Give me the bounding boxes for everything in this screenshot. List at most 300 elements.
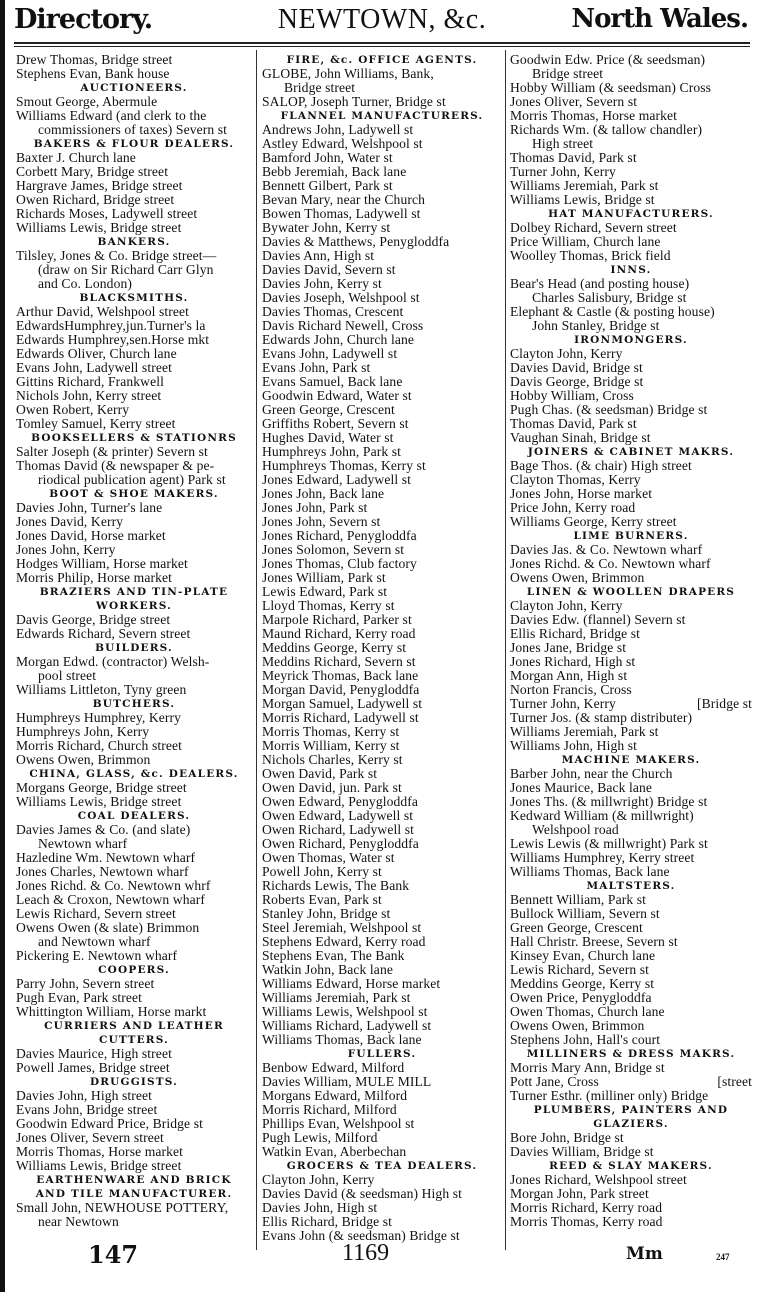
directory-entry [262,1215,502,1229]
directory-entry [510,599,752,613]
entry-text: Davies Jas. & Co. Newtown wharf [510,542,703,557]
directory-entry [16,795,252,809]
directory-column-2 [262,53,502,1243]
entry-text: Meddins George, Kerry st [510,976,655,991]
entry-text: Thomas David, Park st [510,416,637,431]
directory-entry [262,487,502,501]
entry-text: Hargrave James, Bridge street [16,178,183,193]
directory-entry [16,207,252,221]
entry-text: Jones Richard, Welshpool street [510,1172,687,1187]
entry-text: Morris Richard, Church street [16,738,182,753]
heading-text: AUCTIONEERS. [80,82,188,94]
entry-text: Jones John, Severn st [262,514,381,529]
directory-entry [510,557,752,571]
entry-text: Goodwin Edward Price, Bridge st [16,1116,203,1131]
directory-entry [510,1201,752,1215]
heading-text: FULLERS. [347,1048,417,1060]
column-divider [505,50,506,1250]
small-number: 247 [716,1252,730,1262]
directory-entry [510,697,752,711]
heading-text: MILLINERS & DRESS MAKRS. [526,1048,736,1060]
entry-text: Davies Maurice, High street [16,1046,172,1061]
directory-entry [510,767,752,781]
directory-entry [16,1131,252,1145]
directory-entry [510,893,752,907]
directory-entry [510,543,752,557]
directory-entry [262,319,502,333]
directory-entry [510,165,752,179]
entry-continuation [16,263,252,277]
entry-text: Lloyd Thomas, Kerry st [262,598,395,613]
trade-heading [510,529,752,543]
entry-text: Salter Joseph (& printer) Severn st [16,444,208,459]
directory-entry [16,1145,252,1159]
entry-text: Williams Thomas, Back lane [262,1032,422,1047]
entry-text: Meddins Richard, Severn st [262,654,416,669]
entry-text: Jones Richard, High st [510,654,636,669]
entry-text: Williams Lewis, Bridge street [16,220,182,235]
entry-text: Morgan John, Park street [510,1186,649,1201]
trade-heading [16,1033,252,1047]
directory-entry [262,655,502,669]
directory-entry [262,1033,502,1047]
entry-text: Humphreys John, Kerry [16,724,150,739]
directory-entry [262,837,502,851]
entry-text: Williams Edward, Horse market [262,976,441,991]
directory-entry [16,529,252,543]
entry-text: Davies Ann, High st [262,248,375,263]
heading-text: LIME BURNERS. [573,530,689,542]
directory-entry [262,137,502,151]
entry-text: Turner John, Kerry [510,164,616,179]
directory-entry [510,571,752,585]
directory-entry [16,445,252,459]
directory-entry [262,1187,502,1201]
page-number: 1169 [342,1240,390,1266]
entry-text: Bebb Jeremiah, Back lane [262,164,407,179]
entry-text: Bywater John, Kerry st [262,220,391,235]
entry-text: Price William, Church lane [510,234,661,249]
trade-heading [16,1173,252,1187]
directory-entry [16,949,252,963]
entry-text: Nichols John, Kerry street [16,388,162,403]
directory-entry [262,613,502,627]
entry-text: Davies James & Co. (and slate) [16,822,191,837]
entry-text: Whittington William, Horse markt [16,1004,207,1019]
entry-text: SALOP, Joseph Turner, Bridge st [262,94,446,109]
entry-text: Jones William, Park st [262,570,386,585]
trade-heading [16,1187,252,1201]
entry-text: Stephens John, Hall's court [510,1032,661,1047]
entry-text: Stephens Evan, The Bank [262,948,405,963]
directory-entry [16,543,252,557]
entry-text: Edwards Oliver, Church lane [16,346,177,361]
entry-text: Morris Thomas, Kerry road [510,1214,663,1229]
entry-text: commissioners of taxes) Severn st [38,122,228,137]
heading-text: BUILDERS. [95,642,173,654]
directory-entry [510,501,752,515]
directory-entry [262,795,502,809]
directory-entry [262,865,502,879]
directory-entry [510,991,752,1005]
directory-entry [510,53,752,67]
directory-entry [16,557,252,571]
entry-text: Williams Jeremiah, Park st [510,178,659,193]
entry-text: Jones Ths. (& millwright) Bridge st [510,794,708,809]
directory-entry [510,249,752,263]
entry-text: Williams Edward (and clerk to the [16,108,207,123]
directory-entry [510,235,752,249]
directory-column-3 [510,53,752,1229]
directory-entry [16,711,252,725]
directory-entry [510,1075,752,1089]
directory-entry [262,977,502,991]
heading-text: COOPERS. [98,964,170,976]
directory-entry [16,333,252,347]
heading-text: BLACKSMITHS. [79,292,189,304]
entry-text: Owen David, jun. Park st [262,780,402,795]
entry-text: Bridge street [532,66,604,81]
entry-text: Morris William, Kerry st [262,738,400,753]
entry-text: Jones John, Kerry [16,542,116,557]
entry-text: Lewis Lewis (& millwright) Park st [510,836,708,851]
directory-entry [262,515,502,529]
entry-text: Kinsey Evan, Church lane [510,948,656,963]
heading-text: PLUMBERS, PAINTERS AND [533,1104,729,1116]
directory-entry [262,459,502,473]
entry-text: Griffiths Robert, Severn st [262,416,409,431]
entry-text: Norton Francis, Cross [510,682,632,697]
directory-entry [16,627,252,641]
entry-text: Morgans George, Bridge street [16,780,187,795]
heading-text: COAL DEALERS. [77,810,191,822]
entry-text: Marpole Richard, Parker st [262,612,412,627]
entry-text: Evans John, Bridge street [16,1102,158,1117]
trade-heading [510,1047,752,1061]
entry-text: Phillips Evan, Welshpool st [262,1116,415,1131]
entry-text: Pugh Evan, Park street [16,990,143,1005]
directory-entry [262,67,502,81]
directory-entry [510,1187,752,1201]
directory-entry [16,739,252,753]
running-title-center: NEWTOWN, &c. [277,4,487,35]
directory-entry [510,473,752,487]
directory-entry [510,739,752,753]
entry-text: Powell John, Kerry st [262,864,382,879]
entry-text: Owen Robert, Kerry [16,402,130,417]
entry-text: Gittins Richard, Frankwell [16,374,164,389]
directory-entry [262,781,502,795]
heading-text: MACHINE MAKERS. [561,754,701,766]
directory-entry [16,249,252,263]
entry-text: Davis George, Bridge st [510,374,644,389]
directory-entry [262,1201,502,1215]
trade-heading [16,137,252,151]
column-divider [256,50,257,1250]
entry-text: Richards Moses, Ladywell street [16,206,198,221]
directory-entry [262,599,502,613]
directory-entry [262,809,502,823]
directory-entry [510,221,752,235]
entry-text: Bullock William, Severn st [510,906,660,921]
directory-entry [262,1089,502,1103]
directory-entry [262,277,502,291]
entry-text: Morris Richard, Kerry road [510,1200,663,1215]
directory-entry [262,361,502,375]
entry-text: Jones Charles, Newtown wharf [16,864,189,879]
entry-text: Jones Richard, Penygloddfa [262,528,417,543]
directory-entry [510,81,752,95]
directory-entry [16,1005,252,1019]
entry-text: Williams Jeremiah, Park st [510,724,659,739]
directory-entry [16,781,252,795]
entry-text: Owens Owen, Brimmon [510,570,645,585]
entry-text: Ellis Richard, Bridge st [510,626,641,641]
directory-entry [16,753,252,767]
directory-entry [16,1061,252,1075]
directory-entry [510,179,752,193]
entry-text: Jones Oliver, Severn street [16,1130,164,1145]
directory-entry [16,879,252,893]
entry-text: pool street [38,668,97,683]
directory-entry [262,249,502,263]
entry-text: Davies William, Bridge st [510,1144,654,1159]
directory-entry [16,823,252,837]
trade-heading [16,291,252,305]
entry-text: Tomley Samuel, Kerry street [16,416,176,431]
directory-entry [510,725,752,739]
trade-heading [16,431,252,445]
trade-heading [16,487,252,501]
entry-text: Arthur David, Welshpool street [16,304,190,319]
directory-entry [262,585,502,599]
heading-text: JOINERS & CABINET MAKRS. [527,446,735,458]
directory-entry [262,473,502,487]
entry-text: High street [532,136,594,151]
entry-continuation [510,67,752,81]
directory-entry [510,1145,752,1159]
entry-text: Jones David, Horse market [16,528,166,543]
entry-text: Hazledine Wm. Newtown wharf [16,850,196,865]
directory-entry [16,221,252,235]
entry-text: Watkin Evan, Aberbechan [262,1144,407,1159]
entry-text: Williams George, Kerry street [510,514,677,529]
heading-text: GLAZIERS. [593,1118,669,1130]
directory-entry [262,333,502,347]
directory-entry [262,949,502,963]
entry-text: Dolbey Richard, Severn street [510,220,677,235]
entry-text: Davies Thomas, Crescent [262,304,404,319]
heading-text: CHINA, GLASS, &c. DEALERS. [29,768,239,780]
entry-text: Watkin John, Back lane [262,962,393,977]
heading-text: EARTHENWARE AND BRICK [36,1174,232,1186]
directory-entry [262,1117,502,1131]
trade-heading [510,1117,752,1131]
directory-entry [262,921,502,935]
entry-text: Elephant & Castle (& posting house) [510,304,715,319]
directory-entry [16,319,252,333]
directory-entry [16,403,252,417]
entry-text: Ellis Richard, Bridge st [262,1214,393,1229]
directory-entry [262,1005,502,1019]
entry-text: Edwards Richard, Severn street [16,626,191,641]
trade-heading [16,585,252,599]
entry-text: Morgans Edward, Milford [262,1088,408,1103]
entry-text: Owen Edward, Ladywell st [262,808,414,823]
directory-entry [16,151,252,165]
entry-text: Evans Samuel, Back lane [262,374,403,389]
trade-heading [510,879,752,893]
entry-text: Stanley John, Bridge st [262,906,391,921]
directory-entry [510,655,752,669]
directory-entry [262,291,502,305]
entry-text: EdwardsHumphrey,jun.Turner's la [16,318,206,333]
header-rule [14,42,750,44]
entry-text: Pickering E. Newtown wharf [16,948,178,963]
entry-text: Owen Richard, Bridge street [16,192,175,207]
heading-text: DRUGGISTS. [89,1076,179,1088]
directory-entry [262,711,502,725]
entry-text: Davies Edw. (flannel) Severn st [510,612,686,627]
directory-entry [262,823,502,837]
entry-text: Evans John, Ladywell st [262,346,398,361]
entry-text: Steel Jeremiah, Welshpool st [262,920,422,935]
entry-text: Davies William, MULE MILL [262,1074,432,1089]
entry-text: Barber John, near the Church [510,766,673,781]
entry-text: (draw on Sir Richard Carr Glyn [38,262,214,277]
directory-entry [510,977,752,991]
entry-text: Morgan Samuel, Ladywell st [262,696,423,711]
entry-text: Stephens Edward, Kerry road [262,934,426,949]
entry-text: Bevan Mary, near the Church [262,192,425,207]
trade-heading [16,1019,252,1033]
entry-text: Goodwin Edw. Price (& seedsman) [510,52,706,67]
heading-text: AND TILE MANUFACTURER. [35,1188,233,1200]
entry-text: Jones Edward, Ladywell st [262,472,411,487]
entry-text: Owen David, Park st [262,766,378,781]
entry-text: Meddins George, Kerry st [262,640,407,655]
entry-text: Williams Littleton, Tyny green [16,682,187,697]
directory-entry [510,431,752,445]
directory-entry [262,347,502,361]
directory-entry [16,193,252,207]
trade-heading [16,809,252,823]
directory-entry [510,865,752,879]
entry-text: Owens Owen (& slate) Brimmon [16,920,200,935]
directory-entry [510,795,752,809]
trade-heading [510,1159,752,1173]
directory-entry [262,543,502,557]
entry-text: Davies David, Bridge st [510,360,643,375]
entry-text: Morgan David, Penygloddfa [262,682,420,697]
directory-entry [16,991,252,1005]
signature-mark: Mm [626,1244,663,1264]
directory-entry [16,613,252,627]
directory-entry [262,963,502,977]
directory-entry [262,851,502,865]
entry-text: Jones Richd. & Co. Newtown wharf [510,556,711,571]
directory-entry [16,417,252,431]
entry-text: Vaughan Sinah, Bridge st [510,430,651,445]
directory-entry [510,277,752,291]
directory-entry [262,935,502,949]
directory-entry [510,683,752,697]
directory-entry [262,501,502,515]
entry-text: John Stanley, Bridge st [532,318,660,333]
entry-text: Morgan Edwd. (contractor) Welsh- [16,654,210,669]
directory-entry [16,1089,252,1103]
entry-text: Davies John, Kerry st [262,276,382,291]
entry-text: Morris Richard, Ladywell st [262,710,419,725]
entry-text: Hobby William (& seedsman) Cross [510,80,711,95]
trade-heading [262,1159,502,1173]
directory-entry [262,445,502,459]
directory-entry [16,361,252,375]
heading-text: BAKERS & FLOUR DEALERS. [33,138,235,150]
entry-continuation [16,837,252,851]
sheet-number: 147 [88,1240,139,1269]
directory-entry [262,165,502,179]
directory-entry [510,417,752,431]
entry-text: Clayton John, Kerry [510,346,623,361]
directory-entry [262,417,502,431]
directory-entry [510,459,752,473]
entry-text: Jones Solomon, Severn st [262,542,405,557]
directory-entry [510,851,752,865]
trade-heading [16,81,252,95]
entry-text: Pugh Chas. (& seedsman) Bridge st [510,402,708,417]
entry-text: and Co. London) [38,276,133,291]
entry-text: Leach & Croxon, Newtown wharf [16,892,206,907]
trade-heading [510,753,752,767]
directory-entry [262,375,502,389]
directory-entry [262,529,502,543]
trade-heading [16,1075,252,1089]
entry-text: Owen Richard, Ladywell st [262,822,414,837]
heading-text: CUTTERS. [99,1034,169,1046]
entry-text: Maund Richard, Kerry road [262,626,416,641]
entry-text: Clayton Thomas, Kerry [510,472,641,487]
entry-text: Williams John, High st [510,738,638,753]
entry-text: Kedward William (& millwright) [510,808,694,823]
heading-text: MALTSTERS. [586,880,676,892]
entry-text: Williams Thomas, Back lane [510,864,670,879]
directory-entry [16,907,252,921]
directory-entry [16,179,252,193]
directory-entry [510,669,752,683]
heading-text: INNS. [610,264,652,276]
entry-text: Williams Jeremiah, Park st [262,990,411,1005]
directory-entry [510,1089,752,1103]
entry-text: Hobby William, Cross [510,388,634,403]
entry-text: Owens Owen, Brimmon [510,1018,645,1033]
directory-entry [16,851,252,865]
directory-entry [262,879,502,893]
entry-text: Clayton John, Kerry [262,1172,375,1187]
entry-text: Hughes David, Water st [262,430,394,445]
entry-text: Thomas David (& newspaper & pe- [16,458,215,473]
entry-text: Hodges William, Horse market [16,556,188,571]
directory-entry [16,515,252,529]
directory-entry [262,767,502,781]
entry-text: Tilsley, Jones & Co. Bridge street— [16,248,217,263]
directory-entry [16,95,252,109]
directory-entry [510,1033,752,1047]
directory-entry [510,305,752,319]
directory-entry [510,95,752,109]
heading-text: REED & SLAY MAKERS. [549,1160,713,1172]
entry-text: Davies John, High street [16,1088,153,1103]
